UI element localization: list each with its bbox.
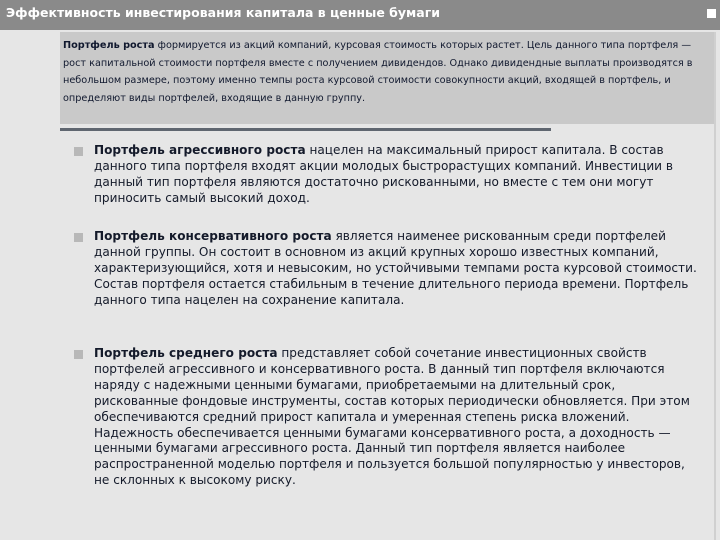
paragraph-medium bbox=[94, 346, 699, 489]
paragraph-conservative bbox=[94, 229, 699, 309]
right-edge-line bbox=[714, 32, 716, 540]
text-medium: представляет собой сочетание инвестиционных свойств портфелей агрессивного и консервативного роста. В данный тип портфеля включаются наряду с надежными ценными бумагами, приобретаемыми на длительный срок, рискованные фондовые инструменты, состав которых периодически обновляется. При этом обеспечиваются средний прирост капитала и умеренная степень риска вложений. Надежность обеспечивается ценными бумагами консервативного роста, а доходность — ценными бумагами агрессивного роста. Данный тип портфеля является наиболее распространенной моделью портфеля и пользуется большой популярностью у инвесторов, не склонных к высокому риску. bbox=[94, 346, 690, 488]
term-medium: Портфель среднего роста bbox=[94, 346, 278, 360]
bullet-icon bbox=[74, 350, 83, 359]
text-conservative: является наименее рискованным среди портфелей данной группы. Он состоит в основном из акций крупных хорошо известных компаний, характеризующийся, хотя и невысоким, но устойчивыми темпами роста курсовой стоимости. Состав портфеля остается стабильным в течение длительного периода времени. Портфель данного типа нацелен на сохранение капитала. bbox=[94, 229, 697, 307]
term-aggressive: Портфель агрессивного роста bbox=[94, 143, 306, 157]
bullet-icon bbox=[74, 147, 83, 156]
paragraph-aggressive bbox=[94, 143, 699, 207]
text-aggressive: нацелен на максимальный прирост капитала. В состав данного типа портфеля входят акции молодых быстрорастущих компаний. Инвестиции в данный тип портфеля являются достаточно рискованными, но вместе с тем они могут приносить самый высокий доход. bbox=[94, 143, 674, 205]
intro-body: формируется из акций компаний, курсовая стоимость которых растет. Цель данного типа портфеля — рост капитальной стоимости портфеля вместе с получением дивидендов. Однако дивидендные выплаты производятся в небольшом размере, поэтому именно темпы роста курсовой стоимости совокупности акций, входящей в портфель, и определяют виды портфелей, входящие в данную группу. bbox=[63, 40, 693, 104]
corner-square bbox=[707, 9, 716, 18]
slide-title: Эффективность инвестирования капитала в ценные бумаги bbox=[6, 5, 441, 20]
divider-rule bbox=[60, 128, 551, 131]
intro-text bbox=[63, 37, 703, 107]
title-bar bbox=[0, 0, 720, 30]
intro-term: Портфель роста bbox=[63, 40, 155, 51]
term-conservative: Портфель консервативного роста bbox=[94, 229, 332, 243]
bullet-icon bbox=[74, 233, 83, 242]
